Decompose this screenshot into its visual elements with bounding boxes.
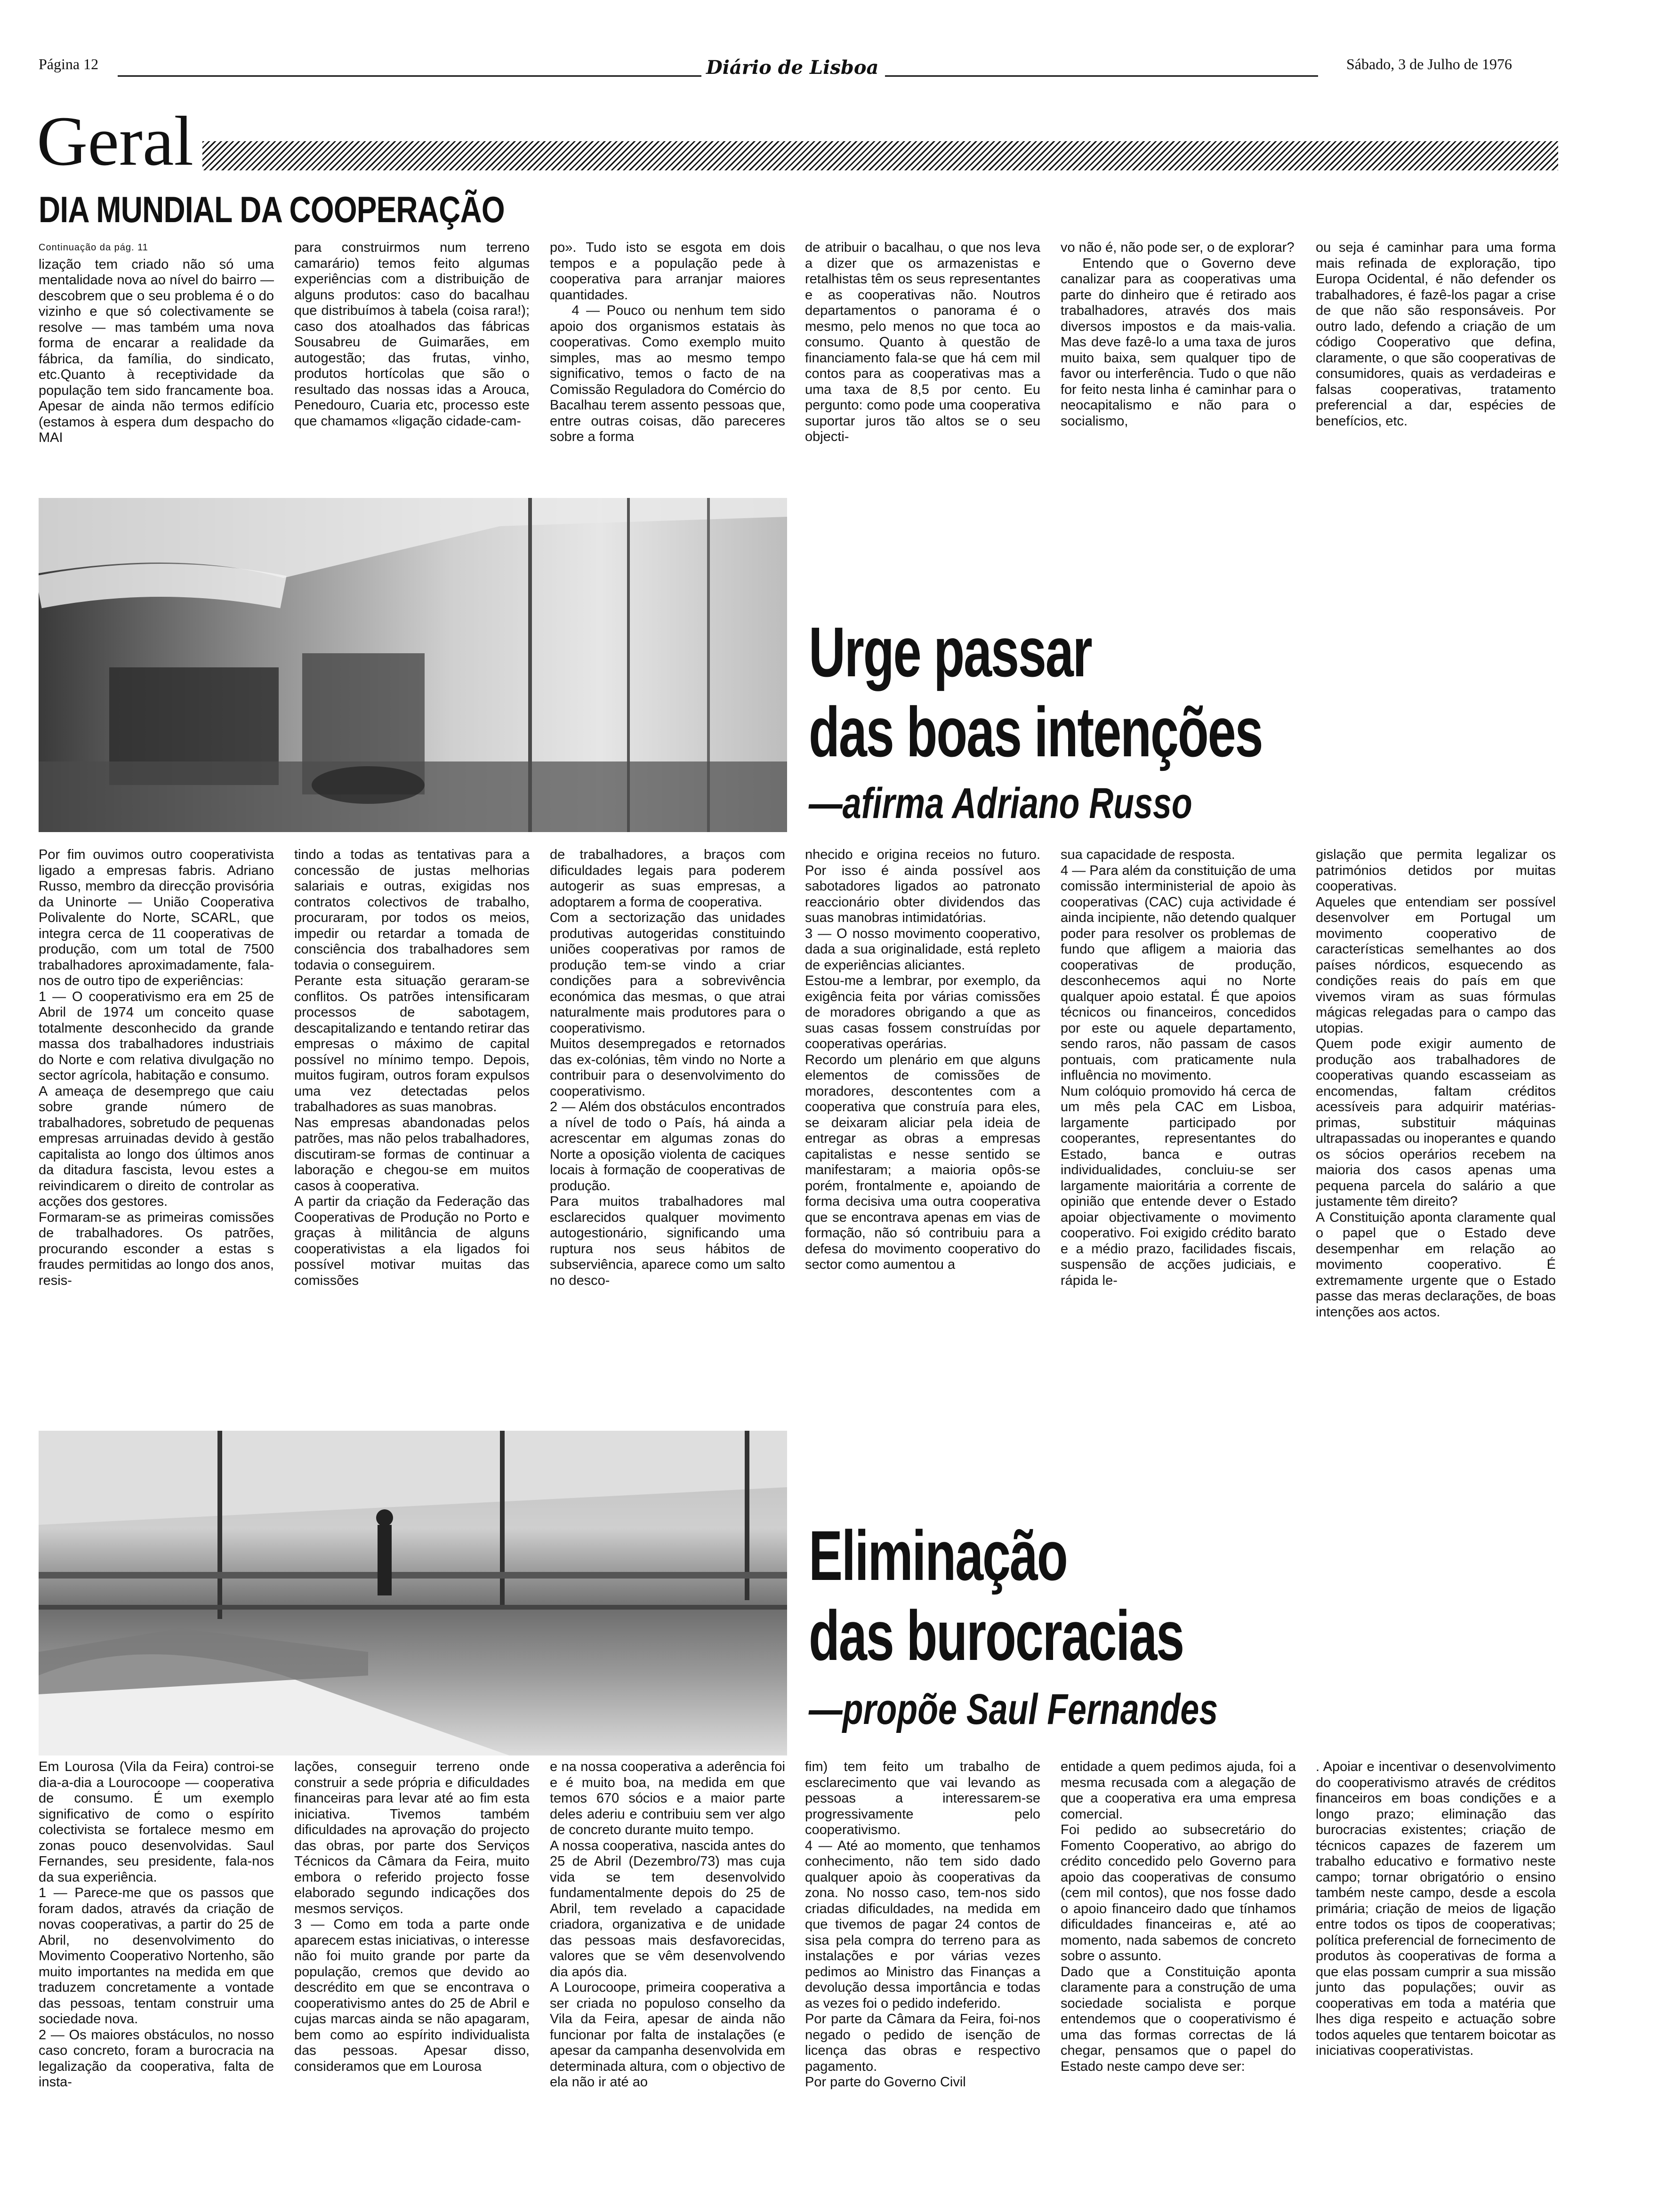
top-column-3-text-b: 4 — Pouco ou nenhum tem sido apoio dos organismos estatais às cooperativas. Como exemplo muito simples, mas ao mesmo tempo significativo, temos o facto de na Comissão Reguladora do Comércio do Bacalhau terem assento pessoas que, entre outras coisas, dão pareceres sobre a forma: [550, 303, 785, 444]
page-number: Página 12: [39, 56, 99, 72]
header-rule-right: [885, 75, 1318, 77]
article1-column-1: Por fim ouvimos outro cooperativista ligado a empresas fabris. Adriano Russo, membro da direcção provisória da Uninorte — União Cooperativa Polivalente do Norte, SCARL, que integra cerca de 11 cooperativas de produção, com um total de 7500 trabalhadores aproximadamente, fala-nos de outro tipo de experiências: 1 — O cooperativismo era em 25 de Abril de 1974 um conceito quase totalmente desconhecido da grande massa dos trabalhadores industriais do Norte e com relativa divulgação no sector agrícola, habitação e consumo. A ameaça de desemprego que caiu sobre grande número de trabalhadores, sobretudo de pequenas empresas arruinadas devido à gestão capitalista ao longo dos últimos anos da ditadura fascista, levou estes a reivindicarem o direito de controlar as acções dos gestores. Formaram-se as primeiras comissões de trabalhadores. Os patrões, procurando esconder a estas s fraudes permitidas ao longo dos anos, resis-: [39, 847, 274, 1288]
article1-column-5: sua capacidade de resposta. 4 — Para além da constituição de uma comissão interministerial de apoio às cooperativas (CAC) cuja actividade é ainda incipiente, não detendo qualquer poder para resolver os problemas de fundo que afligem a maioria das cooperativas de produção, desconhecemos aqui no Norte qualquer apoio estatal. É que apoios técnicos ou financeiros, concedidos por este ou aquele departamento, sendo raros, não passam de casos pontuais, com praticamente nula influência no movimento. Num colóquio promovido há cerca de um mês pela CAC em Lisboa, largamente participado por cooperantes, representantes do Estado, banca e outras individualidades, concluiu-se ser largamente maioritária a corrente de opinião que entende dever o Estado apoiar objectivamente o movimento cooperativo. Foi exigido crédito barato e a médio prazo, facilidades fiscais, suspensão de acções judiciais, e rápida le-: [1061, 847, 1296, 1288]
top-column-3: [550, 240, 785, 485]
article2-column-1: Em Lourosa (Vila da Feira) controi-se dia-a-dia a Lourocoope — cooperativa de consumo. É um exemplo significativo de como o espírito colectivista se fortalece mesmo em zonas pouco desenvolvidas. Saul Fernandes, seu presidente, fala-nos da sua experiência. 1 — Parece-me que os passos que foram dados, através da criação de novas cooperativas, a partir do 25 de Abril, no desenvolvimento do Movimento Cooperativo Nortenho, são muito importantes na medida em que traduzem concretamente a vontade das pessoas, tentam construir uma sociedade nova. 2 — Os maiores obstáculos, no nosso caso concreto, foram a burocracia na legalização da cooperativa, falta de insta-: [39, 1759, 274, 2090]
article2-column-2: lações, conseguir terreno onde construir a sede própria e dificuldades financeiras para levar até ao fim esta iniciativa. Tivemos também dificuldades na aprovação do projecto das obras, por parte dos Serviços Técnicos da Câmara da Feira, muito embora o referido projecto fosse elaborado segundo indicações dos mesmos serviços. 3 — Como em toda a parte onde aparecem estas iniciativas, o interesse não foi muito grande por parte da população, cremos que devido ao descrédito em que se encontrava o cooperativismo antes do 25 de Abril e cujas marcas ainda se não apagaram, bem como ao espírito individualista das pessoas. Apesar disso, consideramos que em Lourosa: [294, 1759, 530, 2074]
top-column-6: [1316, 240, 1556, 485]
construction-site-photo: [39, 1431, 787, 1755]
article1-headline-line2: das boas intenções: [809, 692, 1263, 771]
continuation-note: Continuação da pág. 11: [39, 242, 148, 253]
top-column-1-text: lização tem criado não só uma mentalidade nova ao nível do bairro — descobrem que o seu problema é o do vizinho e que só colectivamente se resolve — mas também uma nova forma de encarar a realidade da fábrica, da família, do sindicato, etc.Quanto à receptividade da população tem sido francamente boa. Apesar de ainda não termos edifício (estamos à espera dum despacho do MAI: [39, 256, 274, 445]
top-column-5-text-b: Entendo que o Governo deve canalizar para as cooperativas uma parte do dinheiro que é retirado aos trabalhadores, através dos mais diversos impostos e da mais-valia. Mas deve fazê-lo a uma taxa de juros muito baixa, sem qualquer tipo de favor ou interferência. Tudo o que não for feito nesta linha é caminhar para o neocapitalismo e não para o socialismo,: [1061, 256, 1296, 429]
top-column-5: [1061, 240, 1296, 485]
top-column-2: [294, 240, 530, 485]
article2-column-4: fim) tem feito um trabalho de esclarecimento que vai levando as pessoas a interessarem-se progressivamente pelo cooperativismo. 4 — Até ao momento, que tenhamos conhecimento, não tem sido dado qualquer apoio às cooperativas da zona. No nosso caso, tem-nos sido criadas dificuldades, na medida em que tivemos de pagar 24 contos de sisa pela compra do terreno para as instalações e por várias vezes pedimos ao Ministro das Finanças a devolução dessa importância e todas as vezes foi o pedido indeferido. Por parte da Câmara da Feira, foi-nos negado o pedido de isenção de licença das obras e respectivo pagamento. Por parte do Governo Civil: [805, 1759, 1040, 2090]
construction-scene-icon: [39, 1431, 787, 1755]
article2-column-5: entidade a quem pedimos ajuda, foi a mesma recusada com a alegação de que a cooperativa era uma empresa comercial. Foi pedido ao subsecretário do Fomento Cooperativo, ao abrigo do crédito concedido pelo Governo para apoio das cooperativas de consumo (cem mil contos), que nos fosse dado o apoio financeiro dado que tínhamos dificuldades financeiras e, até ao momento, nada sabemos de concreto sobre o assunto. Dado que a Constituição aponta claramente para a construção de uma sociedade socialista e porque entendemos que o cooperativismo é uma das formas correctas de lá chegar, pensamos que o papel do Estado neste campo deve ser:: [1061, 1759, 1296, 2074]
top-column-3-text-a: po». Tudo isto se esgota em dois tempos e a população pede à cooperativa para arranjar maiores quantidades.: [550, 240, 785, 303]
article1-headline-line1: Urge passar: [809, 612, 1092, 691]
article1-column-2: tindo a todas as tentativas para a concessão de justas melhorias salariais e outras, exigidas nos contratos colectivos de trabalho, procuraram, por todos os meios, impedir ou retardar a tomada de consciência dos trabalhadores sem todavia o conseguirem. Perante esta situação geraram-se conflitos. Os patrões intensificaram processos de sabotagem, descapitalizando e tentando retirar das empresas o máximo de capital possível no mínimo tempo. Depois, muitos fugiram, outros foram expulsos uma vez detectadas pelos trabalhadores as suas manobras. Nas empresas abandonadas pelos patrões, mas não pelos trabalhadores, discutiram-se formas de continuar a laboração e chegou-se em muitos casos à cooperativa. A partir da criação da Federação das Cooperativas de Produção no Porto e graças à militância de alguns cooperativistas a ela ligados foi possível motivar muitas das comissões: [294, 847, 530, 1288]
article2-column-3: e na nossa cooperativa a aderência foi e é muito boa, na medida em que temos 670 sócios e a maior parte deles aderiu e contribuiu sem ver algo de concreto durante muito tempo. A nossa cooperativa, nascida antes do 25 de Abril (Dezembro/73) mas cuja vida se tem desenvolvido fundamentalmente depois do 25 de Abril, tem revelado a capacidade criadora, organizativa e de unidade das pessoas mais desfavorecidas, valores que se vêm desenvolvendo dia após dia. A Lourocoope, primeira cooperativa a ser criada no populoso conselho da Vila da Feira, apesar de ainda não funcionar por falta de instalações (e apesar da campanha desenvolvida em determinada altura, com o objectivo de ela não ir até ao: [550, 1759, 785, 2090]
top-column-5-text-a: vo não é, não pode ser, o de explorar?: [1061, 240, 1295, 255]
masthead: Diário de Lisboa: [706, 56, 879, 79]
article1-column-4: nhecido e origina receios no futuro. Por isso é ainda possível aos sabotadores ligados ao patronato reaccionário obter dividendos das suas manobras intimidatórias. 3 — O nosso movimento cooperativo, dada a sua originalidade, está repleto de experiências aliciantes. Estou-me a lembrar, por exemplo, da exigência feita por várias comissões de moradores obrigando a que as suas casas fossem construídas por cooperativas operárias. Recordo um plenário em que alguns elementos de comissões de moradores, descontentes com a cooperativa que construía para eles, se deixaram aliciar pela ideia de entregar as obras a empresas capitalistas e nesse sentido se manifestaram; a maioria opôs-se porém, frontalmente e, apoiando de forma decisiva uma outra cooperativa que se encontrava apenas em vias de formação, não só contribuiu para a defesa do movimento cooperativo do sector como aumentou a: [805, 847, 1040, 1272]
article2-headline-line2: das burocracias: [809, 1596, 1184, 1675]
article1-column-3: de trabalhadores, a braços com dificuldades legais para poderem autogerir as suas empresas, a adoptarem a forma de cooperativa. Com a sectorização das unidades produtivas autogeridas constituindo uniões cooperativas por ramos de produção tem-se vindo a criar condições para a sobrevivência económica das mesmas, o que atrai naturalmente mais produtores para o cooperativismo. Muitos desempregados e retornados das ex-colónias, têm vindo no Norte a contribuir para o desenvolvimento do cooperativismo. 2 — Além dos obstáculos encontrados a nível de todo o País, há ainda a acrescentar em algumas zonas do Norte a oposição violenta de caciques locais à formação de cooperativas de produção. Para muitos trabalhadores mal esclarecidos qualquer movimento autogestionário, significando uma ruptura nos seus hábitos de subserviência, aparece como um salto no desco-: [550, 847, 785, 1288]
article1-byline: —afirma Adriano Russo: [809, 779, 1192, 827]
article1-column-6: gislação que permita legalizar os patrimónios detidos por muitas cooperativas. Aqueles que entendiam ser possível desenvolver em Portugal um movimento cooperativo de características semelhantes ao dos países nórdicos, esquecendo as condições reais do país em que vivemos viram as suas fórmulas mágicas relegadas para o campo das utopias. Quem pode exigir aumento de produção aos trabalhadores de cooperativas quando escasseiam as encomendas, faltam créditos acessíveis para adquirir matérias-primas, substituir máquinas ultrapassadas ou inoperantes e quando os sócios operários recebem na maioria dos casos apenas uma pequena parcela do salário a que justamente têm direito? A Constituição aponta claramente qual o papel que o Estado deve desempenhar em relação ao movimento cooperativo. É extremamente urgente que o Estado passe das meras declarações, de boas intenções aos actos.: [1316, 847, 1556, 1320]
top-column-6-text: ou seja é caminhar para uma forma mais refinada de exploração, tipo Europa Ocidental, é não defender os trabalhadores, é fazê-los pagar a crise de que não são responsáveis. Por outro lado, defendo a criação de um código Cooperativo que defina, claramente, o que são cooperativas de consumidores, quais as verdadeiras e falsas cooperativas, tratamento preferencial a dar, espécies de benefícios, etc.: [1316, 240, 1556, 429]
header-rule-left: [118, 75, 701, 77]
top-column-1: [39, 240, 274, 485]
article2-column-6: . Apoiar e incentivar o desenvolvimento do cooperativismo através de créditos financeiros em boas condições e a longo prazo; eliminação das burocracias existentes; criação de técnicos capazes de fazerem um trabalho educativo e formativo neste campo; tornar obrigatório o ensino também neste campo, desde a escola primária; criação de meios de ligação entre todos os tipos de cooperativas; política preferencial de fornecimento de produtos às cooperativas de forma a que elas possam cumprir a sua missão junto das populações; ouvir as cooperativas em toda a matéria que lhes diga respeito e actuação sobre todos aqueles que tentarem boicotar as iniciativas cooperativistas.: [1316, 1759, 1556, 2058]
factory-interior-photo: [39, 498, 787, 832]
section-kicker: DIA MUNDIAL DA COOPERAÇÃO: [39, 189, 505, 230]
top-column-4: [805, 240, 1040, 485]
issue-date: Sábado, 3 de Julho de 1976: [1346, 56, 1512, 72]
top-column-4-text: de atribuir o bacalhau, o que nos leva a dizer que os armazenistas e retalhistas têm os seus representantes e as cooperativas não. Noutros departamentos o panorama é o mesmo, pelo menos no que toca ao consumo. Quanto à questão de financiamento fala-se que há cem mil contos para as cooperativas mas a uma taxa de 8,5 por cento. Eu pergunto: como pode uma cooperativa suportar juros tão altos se o seu objecti-: [805, 240, 1040, 444]
top-column-2-text: para construirmos num terreno camarário) temos feito algumas experiências com a distribuição de alguns produtos: caso do bacalhau que distribuímos à tabela (coisa rara!); caso dos atoalhados das fábricas Sousabreu de Guimarães, em autogestão; das frutas, vinho, produtos hortícolas que são o resultado das nossas idas a Arouca, Penedouro, Cuaria etc, processo este que chamamos «ligação cidade-cam-: [294, 240, 530, 429]
article2-headline-line1: Eliminação: [809, 1516, 1067, 1595]
section-hatch-bar: [202, 141, 1558, 170]
section-title: Geral: [37, 102, 194, 180]
factory-scene-icon: [39, 498, 787, 832]
article2-byline: —propõe Saul Fernandes: [809, 1685, 1218, 1733]
